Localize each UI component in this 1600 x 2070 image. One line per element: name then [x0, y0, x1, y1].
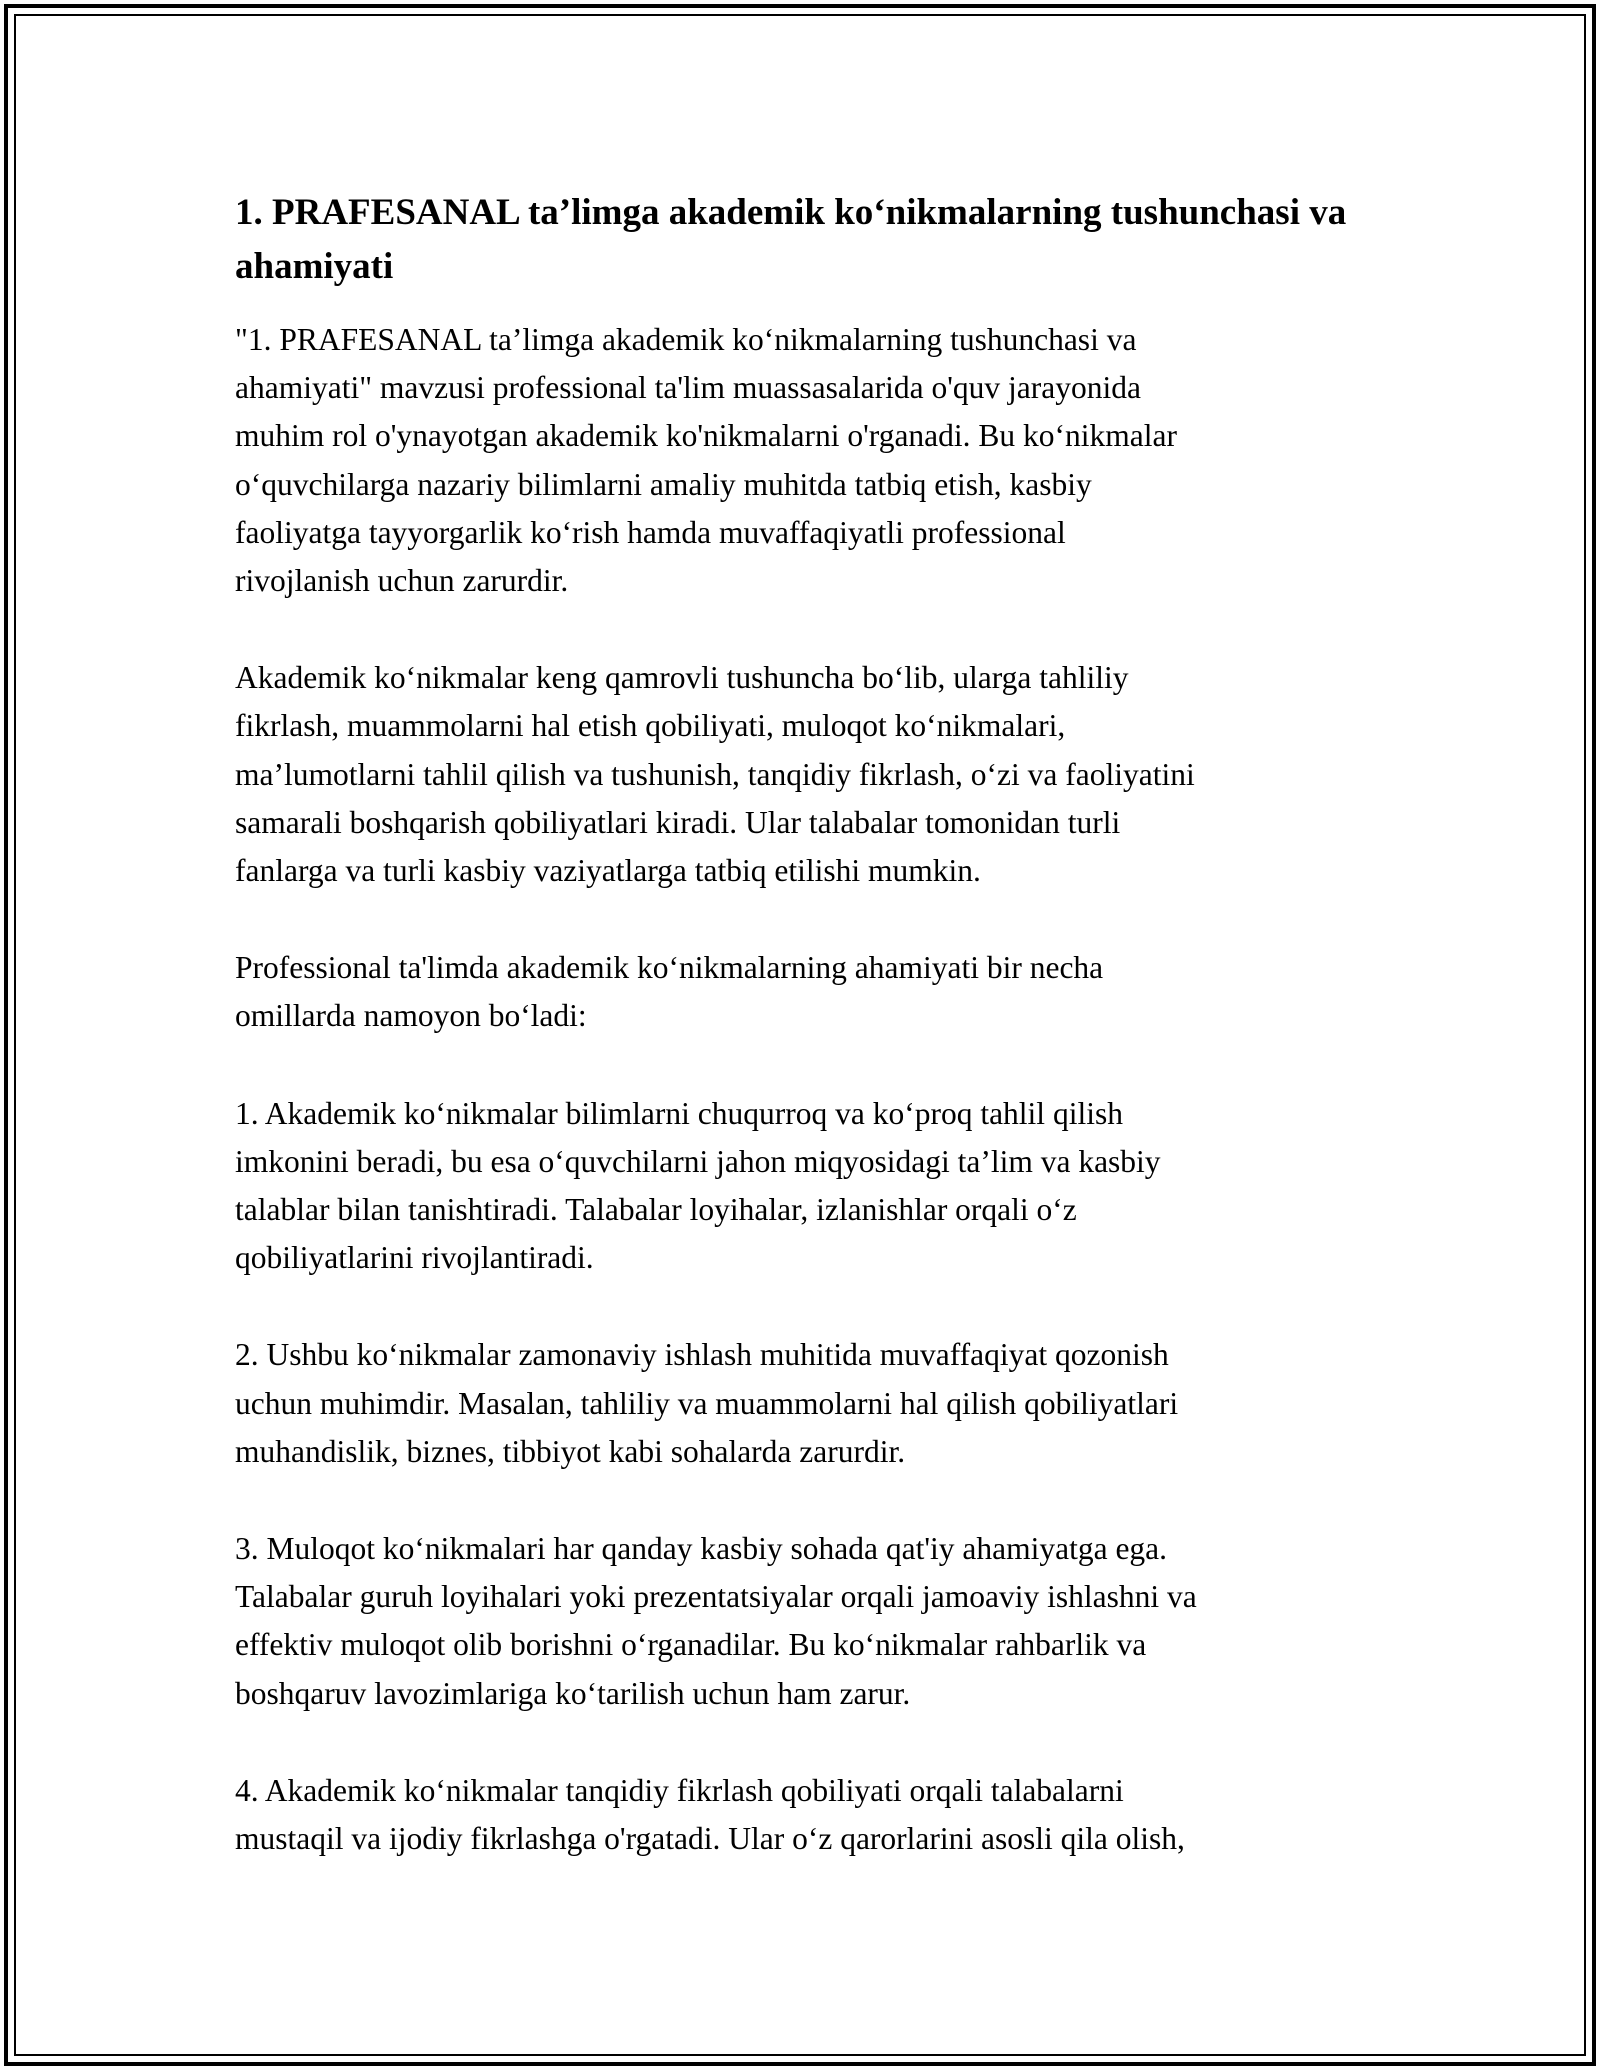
list-item-2: 2. Ushbu ko‘nikmalar zamonaviy ishlash muhitida muvaffaqiyat qozonish uchun muhimdir. Masalan, tahliliy va muammolarni hal qilish qobiliyatlari muhandislik, biznes, tibbiyot kabi sohalarda zarurdir.	[235, 1337, 1179, 1469]
document-title: 1. PRAFESANAL ta’limga akademik ko‘nikmalarning tushunchasi va ahamiyati	[235, 192, 1347, 287]
paragraph-importance-lead: Professional ta'limda akademik ko‘nikmalarning ahamiyati bir necha omillarda namoyon bo‘ladi:	[235, 950, 1104, 1034]
document-body	[235, 186, 1370, 1863]
paragraph-intro: "1. PRAFESANAL ta’limga akademik ko‘nikmalarning tushunchasi va ahamiyati" mavzusi professional ta'lim muassasalarida o'quv jarayonida muhim rol o'ynayotgan akademik ko'nikmalarni o'rganadi. Bu ko‘nikmalar o‘quvchilarga nazariy bilimlarni amaliy muhitda tatbiq etish, kasbiy faoliyatga tayyorgarlik ko‘rish hamda muvaffaqiyatli professional rivojlanish uchun zarurdir.	[235, 322, 1177, 599]
list-item-1: 1. Akademik ko‘nikmalar bilimlarni chuqurroq va ko‘proq tahlil qilish imkonini beradi, bu esa o‘quvchilarni jahon miqyosidagi ta’lim va kasbiy talablar bilan tanishtiradi. Talabalar loyihalar, izlanishlar orqali o‘z qobiliyatlarini rivojlantiradi.	[235, 1095, 1161, 1276]
list-item-4: 4. Akademik ko‘nikmalar tanqidiy fikrlash qobiliyati orqali talabalarni mustaqil va ijodiy fikrlashga o'rgatadi. Ular o‘z qarorlarini asosli qila olish,	[235, 1772, 1185, 1857]
paragraph-definition: Akademik ko‘nikmalar keng qamrovli tushuncha bo‘lib, ularga tahliliy fikrlash, muammolarni hal etish qobiliyati, muloqot ko‘nikmalari, ma’lumotlarni tahlil qilish va tushunish, tanqidiy fikrlash, o‘zi va faoliyatini samarali boshqarish qobiliyatlari kiradi. Ular talabalar tomonidan turli fanlarga va turli kasbiy vaziyatlarga tatbiq etilishi mumkin.	[235, 660, 1195, 889]
list-item-3: 3. Muloqot ko‘nikmalari har qanday kasbiy sohada qat'iy ahamiyatga ega. Talabalar guruh loyihalari yoki prezentatsiyalar orqali jamoaviy ishlashni va effektiv muloqot olib borishni o‘rganadilar. Bu ko‘nikmalar rahbarlik va boshqaruv lavozimlariga ko‘tarilish uchun ham zarur.	[235, 1531, 1197, 1711]
